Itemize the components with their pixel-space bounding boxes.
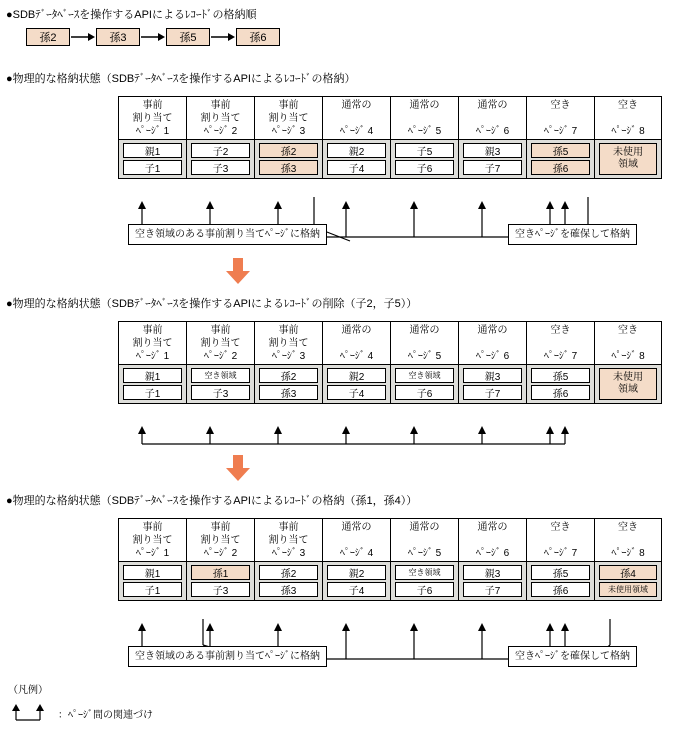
page-column [118, 96, 186, 179]
section-1-diagram [118, 96, 662, 240]
record-cell: 子3 [191, 385, 250, 400]
page-header-line: 通常の [409, 325, 440, 336]
page-body [322, 140, 390, 179]
page-body [322, 562, 390, 601]
page-header-line: 事前 [278, 522, 299, 533]
page-header-line: 事前 [210, 325, 231, 336]
page-header-line: 空き [618, 100, 638, 111]
page-body [390, 562, 458, 601]
page-header [458, 518, 526, 562]
page-column [526, 518, 594, 601]
page-body [526, 140, 594, 179]
record-cell: 子3 [191, 160, 250, 175]
page-header-line: 割り当て [132, 338, 173, 349]
page-header-line: 割り当て [268, 535, 309, 546]
record-cell: 親2 [327, 565, 386, 580]
record-cell: 未使用領域 [599, 582, 657, 597]
record-cell: 子3 [191, 582, 250, 597]
page-header-line: ﾍﾟｰｼﾞ 1 [135, 548, 170, 559]
section-3-title: ●物理的な格納状態（SDBﾃﾞｰﾀﾍﾞｰｽを操作するAPIによるﾚｺｰﾄﾞの格納（孫1，孫4）） [6, 495, 418, 507]
page-header-line [391, 534, 458, 547]
top-title: ●SDBﾃﾞｰﾀﾍﾞｰｽを操作するAPIによるﾚｺｰﾄﾞの格納順 [6, 9, 257, 21]
page-column [254, 321, 322, 404]
page-header [458, 321, 526, 365]
page-column [390, 96, 458, 179]
page-column [458, 518, 526, 601]
flow-arrow-icon [140, 31, 166, 43]
record-cell: 子4 [327, 582, 386, 597]
page-column [594, 321, 662, 404]
record-cell: 孫3 [259, 385, 318, 400]
page-body [594, 140, 662, 179]
page-header-line: ﾍﾟｰｼﾞ 6 [475, 548, 510, 559]
page-column [390, 518, 458, 601]
page-header-line: ﾍﾟｰｼﾞ 6 [475, 351, 510, 362]
page-header-line: 割り当て [132, 535, 173, 546]
page-column [594, 96, 662, 179]
page-header-line: 事前 [210, 100, 231, 111]
page-header-line [527, 534, 594, 547]
section-3-diagram [118, 518, 662, 662]
page-header-line: 通常の [477, 100, 508, 111]
page-header-line: 通常の [341, 325, 372, 336]
record-storage-order-flow [26, 28, 280, 46]
record-cell: 空き領域 [395, 565, 454, 580]
record-cell: 子1 [123, 160, 182, 175]
page-header-line [323, 337, 390, 350]
page-body [186, 140, 254, 179]
record-cell: 未使用 領域 [599, 368, 657, 400]
page-header-line: ﾍﾟｰｼﾞ 7 [543, 548, 578, 559]
callout-freepage-1: 空きﾍﾟｰｼﾞを確保して格納 [508, 224, 637, 245]
flow-arrow-icon [70, 31, 96, 43]
page-header-line: 割り当て [132, 113, 173, 124]
page-column [526, 96, 594, 179]
page-header [390, 321, 458, 365]
section-2-title: ●物理的な格納状態（SDBﾃﾞｰﾀﾍﾞｰｽを操作するAPIによるﾚｺｰﾄﾞの削除（子2，子5）） [6, 298, 418, 310]
record-cell: 未使用 領域 [599, 143, 657, 175]
page-body [186, 365, 254, 404]
page-header-line: 事前 [210, 522, 231, 533]
page-header [390, 96, 458, 140]
page-column [118, 321, 186, 404]
page-header-line: 事前 [142, 522, 163, 533]
page-header-line: 通常の [409, 522, 440, 533]
record-cell: 孫2 [259, 143, 318, 158]
page-header-line: 割り当て [200, 535, 241, 546]
page-header-line: ﾍﾟｰｼﾞ 6 [475, 126, 510, 137]
record-cell: 子1 [123, 582, 182, 597]
page-column [526, 321, 594, 404]
page-header-line: ﾍﾟｰｼﾞ 7 [543, 351, 578, 362]
page-header-line: 割り当て [200, 338, 241, 349]
page-body [118, 562, 186, 601]
record-cell: 孫5 [531, 143, 590, 158]
record-cell: 孫4 [599, 565, 657, 580]
page-body [254, 365, 322, 404]
page-header-line: ﾍﾟｰｼﾞ 4 [339, 548, 374, 559]
record-cell: 親1 [123, 565, 182, 580]
page-table [118, 96, 662, 179]
page-column [186, 321, 254, 404]
record-cell: 孫5 [531, 368, 590, 383]
page-header [322, 321, 390, 365]
page-header-line: ﾍﾟｰｼﾞ 7 [543, 126, 578, 137]
page-header [118, 321, 186, 365]
record-cell: 子7 [463, 385, 522, 400]
legend-text: ：ﾍﾟｰｼﾞ間の関連づけ [58, 709, 153, 721]
page-header [186, 96, 254, 140]
page-header-line: 通常の [409, 100, 440, 111]
page-body [458, 365, 526, 404]
page-header-line: 通常の [477, 325, 508, 336]
page-body [458, 562, 526, 601]
record-cell: 孫6 [531, 385, 590, 400]
page-column [186, 518, 254, 601]
page-header-line: ﾍﾟｰｼﾞ 3 [271, 351, 306, 362]
page-header-line: 割り当て [200, 113, 241, 124]
page-header [118, 96, 186, 140]
record-cell: 子6 [395, 385, 454, 400]
page-table [118, 321, 662, 404]
record-cell: 子7 [463, 582, 522, 597]
record-cell: 子2 [191, 143, 250, 158]
page-header-line: ﾍﾟｰｼﾞ 4 [339, 351, 374, 362]
legend [8, 681, 153, 724]
record-cell: 子6 [395, 582, 454, 597]
record-cell: 子6 [395, 160, 454, 175]
page-header-line: ﾍﾟｰｼﾞ 8 [611, 351, 645, 362]
page-column [186, 96, 254, 179]
page-column [322, 96, 390, 179]
page-header-line: 空き [618, 522, 638, 533]
page-header-line: 事前 [278, 325, 299, 336]
legend-title: （凡例） [8, 685, 48, 696]
page-header [594, 96, 662, 140]
page-header-line: 空き [550, 100, 571, 111]
record-cell: 親2 [327, 143, 386, 158]
flow-arrow-icon [210, 31, 236, 43]
page-header [322, 96, 390, 140]
page-body [254, 140, 322, 179]
page-header-line [323, 112, 390, 125]
page-column [118, 518, 186, 601]
page-header-line [595, 112, 661, 125]
down-arrow-icon-2 [225, 455, 251, 484]
page-body [458, 140, 526, 179]
page-header-line [391, 337, 458, 350]
down-arrow-icon-1 [225, 258, 251, 287]
record-cell: 孫3 [259, 582, 318, 597]
record-cell: 親1 [123, 143, 182, 158]
record-cell: 親2 [327, 368, 386, 383]
page-column [458, 96, 526, 179]
page-body [390, 140, 458, 179]
record-cell: 親3 [463, 368, 522, 383]
page-column [254, 96, 322, 179]
callout-prealloc-2: 空き領域のある事前割り当てﾍﾟｰｼﾞに格納 [128, 646, 327, 667]
page-header-line: 事前 [142, 325, 163, 336]
flow-node: 孫6 [236, 28, 280, 46]
page-header-line: 通常の [341, 100, 372, 111]
callout-prealloc-1: 空き領域のある事前割り当てﾍﾟｰｼﾞに格納 [128, 224, 327, 245]
page-column [594, 518, 662, 601]
section-1-title: ●物理的な格納状態（SDBﾃﾞｰﾀﾍﾞｰｽを操作するAPIによるﾚｺｰﾄﾞの格納） [6, 73, 356, 85]
page-header [594, 518, 662, 562]
page-column [322, 321, 390, 404]
page-header-line: 通常の [341, 522, 372, 533]
page-body [254, 562, 322, 601]
page-header-line: ﾍﾟｰｼﾞ 2 [203, 126, 238, 137]
page-header-line: 事前 [278, 100, 299, 111]
page-header-line: ﾍﾟｰｼﾞ 8 [611, 126, 645, 137]
page-header-line: 事前 [142, 100, 163, 111]
section-2-link-arrows [118, 422, 674, 452]
record-cell: 親3 [463, 143, 522, 158]
page-header-line: ﾍﾟｰｼﾞ 1 [135, 351, 170, 362]
page-body [118, 140, 186, 179]
section-3 [6, 494, 417, 508]
page-header-line: ﾍﾟｰｼﾞ 4 [339, 126, 374, 137]
callout-freepage-2: 空きﾍﾟｰｼﾞを確保して格納 [508, 646, 637, 667]
record-cell: 子4 [327, 160, 386, 175]
section-2-diagram [118, 321, 662, 404]
record-cell: 孫5 [531, 565, 590, 580]
record-cell: 空き領域 [395, 368, 454, 383]
record-cell: 子1 [123, 385, 182, 400]
top-section [6, 8, 280, 46]
page-body [390, 365, 458, 404]
page-header-line: ﾍﾟｰｼﾞ 5 [407, 126, 442, 137]
page-header [254, 518, 322, 562]
page-header-line: ﾍﾟｰｼﾞ 8 [611, 548, 645, 559]
page-header-line: ﾍﾟｰｼﾞ 2 [203, 548, 238, 559]
page-table [118, 518, 662, 601]
page-body [594, 365, 662, 404]
page-header-line: 空き [550, 325, 571, 336]
page-column [390, 321, 458, 404]
record-cell: 親3 [463, 565, 522, 580]
record-cell: 孫6 [531, 582, 590, 597]
page-body [186, 562, 254, 601]
page-body [322, 365, 390, 404]
page-column [458, 321, 526, 404]
page-header [594, 321, 662, 365]
page-header-line: ﾍﾟｰｼﾞ 1 [135, 126, 170, 137]
page-header [526, 518, 594, 562]
page-header-line [323, 534, 390, 547]
page-header-line: ﾍﾟｰｼﾞ 3 [271, 126, 306, 137]
page-header [254, 96, 322, 140]
page-body [118, 365, 186, 404]
record-cell: 孫1 [191, 565, 250, 580]
flow-node: 孫5 [166, 28, 210, 46]
record-cell: 孫2 [259, 565, 318, 580]
page-column [322, 518, 390, 601]
page-header-line: ﾍﾟｰｼﾞ 2 [203, 351, 238, 362]
page-header-line: 空き [550, 522, 571, 533]
legend-link-arrow-icon [8, 702, 52, 724]
section-2 [6, 297, 417, 311]
page-header-line [527, 112, 594, 125]
page-header-line [459, 534, 526, 547]
page-header-line: ﾍﾟｰｼﾞ 3 [271, 548, 306, 559]
flow-node: 孫3 [96, 28, 140, 46]
page-header [458, 96, 526, 140]
page-header [526, 96, 594, 140]
record-cell: 子4 [327, 385, 386, 400]
page-column [254, 518, 322, 601]
page-body [526, 562, 594, 601]
page-header [390, 518, 458, 562]
flow-node: 孫2 [26, 28, 70, 46]
page-header [186, 518, 254, 562]
page-header-line: 割り当て [268, 113, 309, 124]
page-header [118, 518, 186, 562]
page-header-line: 割り当て [268, 338, 309, 349]
page-header-line: ﾍﾟｰｼﾞ 5 [407, 351, 442, 362]
page-header-line: 空き [618, 325, 638, 336]
section-1 [6, 72, 356, 86]
page-header-line: 通常の [477, 522, 508, 533]
page-header-line [595, 337, 661, 350]
page-header-line [459, 337, 526, 350]
record-cell: 子7 [463, 160, 522, 175]
record-cell: 孫3 [259, 160, 318, 175]
page-header [254, 321, 322, 365]
page-header-line [391, 112, 458, 125]
page-header-line [595, 534, 661, 547]
page-header-line: ﾍﾟｰｼﾞ 5 [407, 548, 442, 559]
page-body [594, 562, 662, 601]
page-header [322, 518, 390, 562]
record-cell: 孫6 [531, 160, 590, 175]
record-cell: 孫2 [259, 368, 318, 383]
record-cell: 親1 [123, 368, 182, 383]
page-header [526, 321, 594, 365]
page-header [186, 321, 254, 365]
page-header-line [527, 337, 594, 350]
page-body [526, 365, 594, 404]
record-cell: 子5 [395, 143, 454, 158]
record-cell: 空き領域 [191, 368, 250, 383]
page-header-line [459, 112, 526, 125]
